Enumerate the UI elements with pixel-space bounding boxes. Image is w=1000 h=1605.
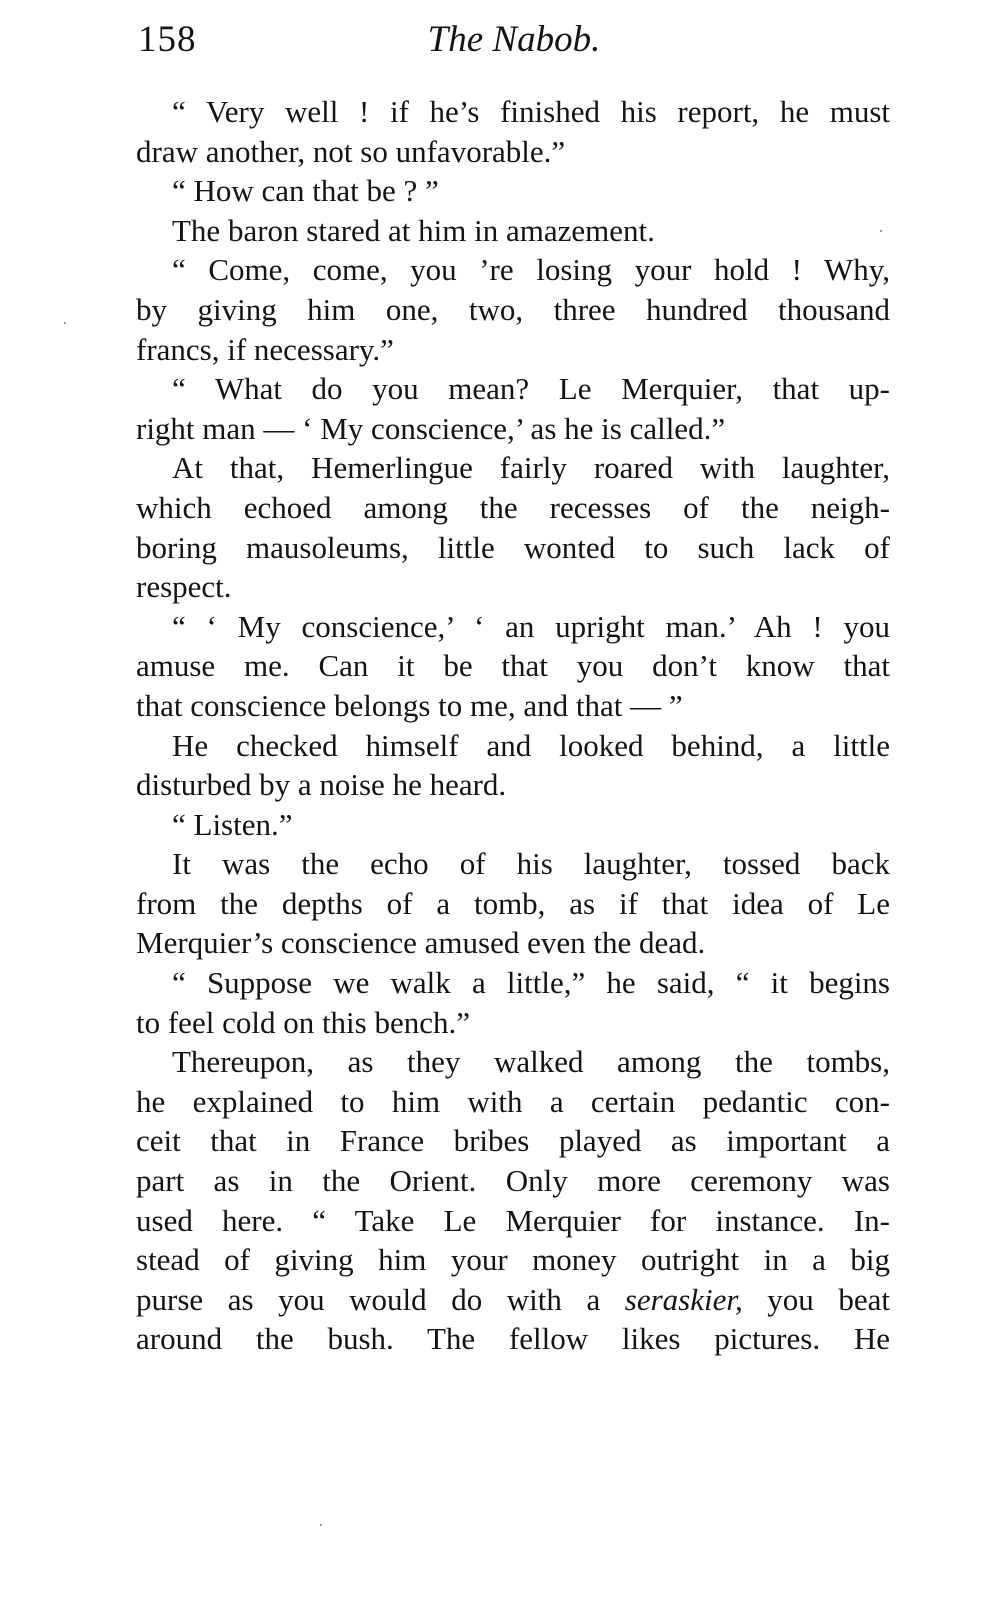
text-line: The baron stared at him in amazement. [172,212,655,248]
text-line: that conscience belongs to me, and that — ” [136,687,683,723]
text-line: from the depths of a tomb, as if that idea of Le [136,885,890,921]
body-text [136,92,890,1359]
text-line: which echoed among the recesses of the neigh- [136,489,890,525]
text-line: draw another, not so unfavorable.” [136,133,566,169]
text-line: “ Very well ! if he’s finished his report, he must [172,94,890,129]
text-line: boring mausoleums, little wonted to such lack of [136,529,890,565]
text-line: right man — ‘ My conscience,’ as he is called.” [136,410,726,446]
page-header [138,18,890,72]
text-line: to feel cold on this bench.” [136,1004,471,1040]
text-line: “ What do you mean? Le Merquier, that up- [172,371,890,407]
text-line: “ Listen.” [172,806,293,842]
text-line: He checked himself and looked behind, a little [172,727,890,763]
paper-speck [880,230,882,232]
text-line: At that, Hemerlingue fairly roared with laughter, [172,450,890,486]
text-line: Thereupon, as they walked among the tombs, [172,1044,890,1080]
text-line: amuse me. Can it be that you don’t know that [136,648,890,684]
paper-speck [64,322,66,324]
text-segment: you beat [742,1281,891,1317]
page-number: 158 [138,19,197,60]
text-line: stead of giving him your money outright in a big [136,1242,890,1278]
text-line: “ Suppose we walk a little,” he said, “ it begins [172,965,890,1001]
text-line: used here. “ Take Le Merquier for instance. In- [136,1202,890,1238]
text-line: “ How can that be ? ” [172,173,439,209]
text-line: respect. [136,569,232,605]
text-line: part as in the Orient. Only more ceremony was [136,1163,890,1199]
text-line: disturbed by a noise he heard. [136,767,507,803]
text-line: It was the echo of his laughter, tossed back [172,846,890,882]
italic-word: seraskier, [624,1281,743,1317]
paper-speck [320,1524,322,1526]
text-line: around the bush. The fellow likes pictures. He [136,1321,890,1357]
text-line: ceit that in France bribes played as important a [136,1123,890,1159]
text-segment: purse as you would do with a [136,1281,625,1317]
text-line: Merquier’s conscience amused even the dead. [136,925,706,961]
text-line: by giving him one, two, three hundred thousand [136,291,890,327]
running-title: The Nabob. [427,19,601,60]
text-line: “ ‘ My conscience,’ ‘ an upright man.’ Ah ! you [172,608,890,644]
text-line: “ Come, come, you ’re losing your hold ! Why, [172,252,890,288]
text-line [136,1280,890,1320]
text-line: he explained to him with a certain pedantic con- [136,1083,890,1119]
text-line: francs, if necessary.” [136,331,394,367]
